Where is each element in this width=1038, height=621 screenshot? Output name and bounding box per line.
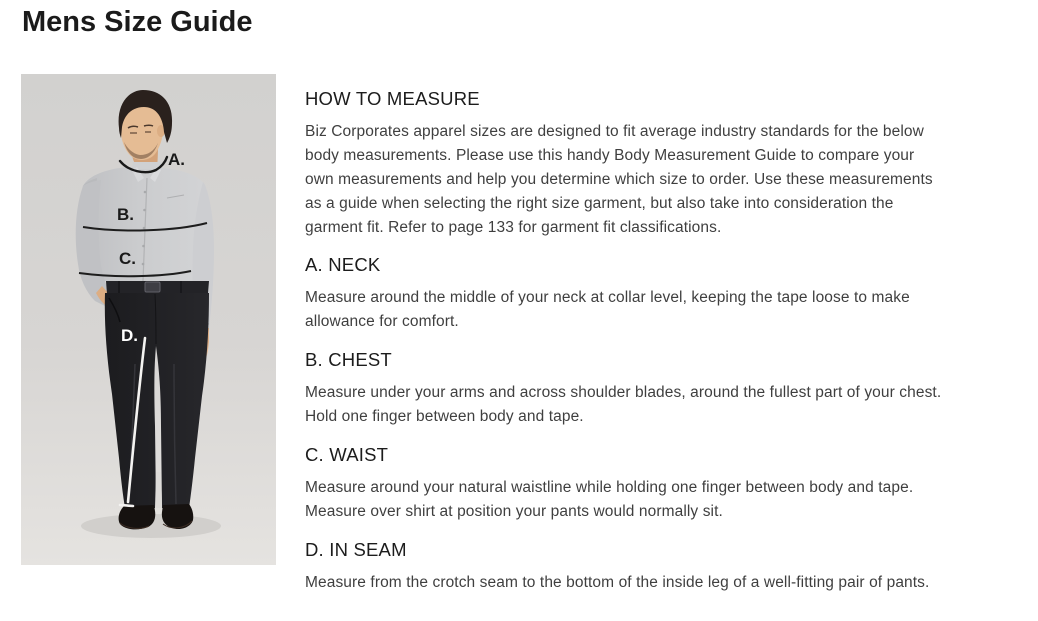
section-waist xyxy=(305,444,945,524)
measurement-figure xyxy=(21,74,276,565)
section-chest xyxy=(305,349,945,429)
man-measurement-illustration xyxy=(21,74,276,565)
section-body-how-to-measure: Biz Corporates apparel sizes are designed to fit average industry standards for the below body measurements. Please use this handy Body Measurement Guide to compare your own measurements and help you determine which size to order. Use these measurements as a guide when selecting the right size garment, but also take into consideration the garment fit. Refer to page 133 for garment fit classifications. xyxy=(305,123,933,236)
label-d-inseam: D. xyxy=(121,326,138,345)
label-c-waist: C. xyxy=(119,249,136,268)
label-a-neck: A. xyxy=(168,150,185,169)
section-heading-neck: A. NECK xyxy=(305,254,381,275)
section-body-inseam: Measure from the crotch seam to the bottom of the inside leg of a well-fitting pair of pants. xyxy=(305,574,930,591)
section-heading-how-to-measure: HOW TO MEASURE xyxy=(305,88,480,109)
section-body-neck: Measure around the middle of your neck at collar level, keeping the tape loose to make allowance for comfort. xyxy=(305,289,910,330)
section-inseam xyxy=(305,539,945,595)
section-heading-waist: C. WAIST xyxy=(305,444,389,465)
page-title: Mens Size Guide xyxy=(22,6,253,38)
section-heading-inseam: D. IN SEAM xyxy=(305,539,407,560)
section-body-waist: Measure around your natural waistline while holding one finger between body and tape. Measure over shirt at position your pants would normally sit. xyxy=(305,479,914,520)
inseam-end-tick xyxy=(120,505,133,506)
section-body-chest: Measure under your arms and across shoulder blades, around the fullest part of your chest. Hold one finger between body and tape. xyxy=(305,384,942,425)
section-neck xyxy=(305,254,945,334)
label-b-chest: B. xyxy=(117,205,134,224)
section-how-to-measure xyxy=(305,88,945,240)
section-heading-chest: B. CHEST xyxy=(305,349,392,370)
measure-instructions-column xyxy=(305,88,945,595)
